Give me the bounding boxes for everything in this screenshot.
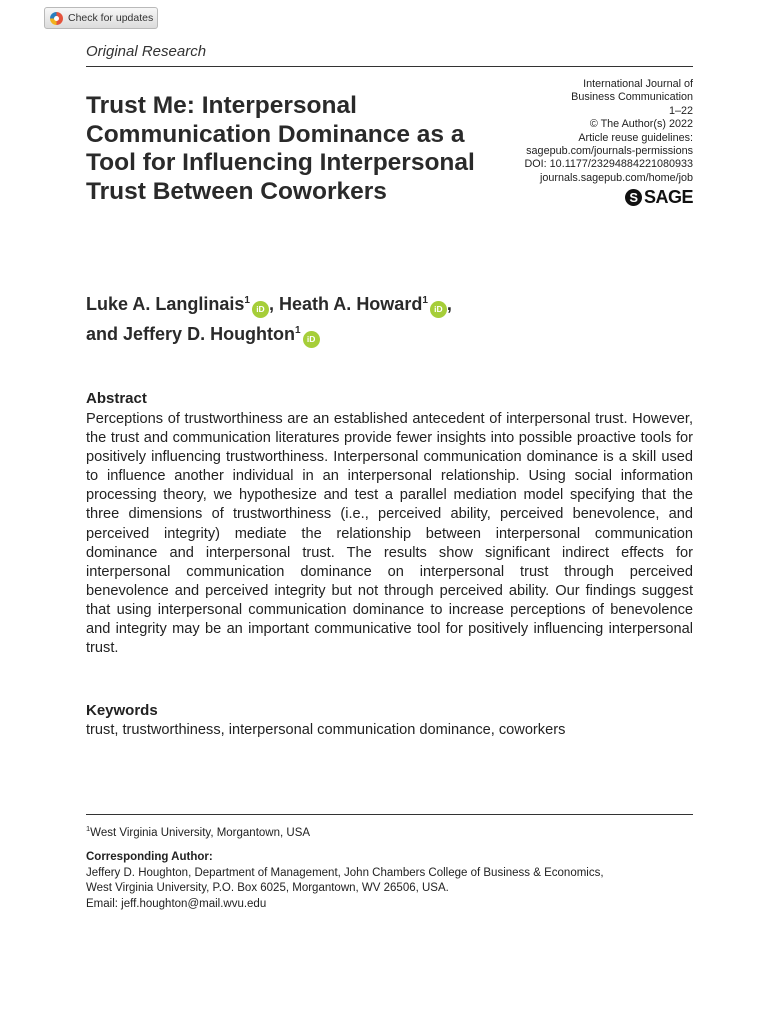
orcid-icon[interactable]: iD (303, 331, 320, 348)
author-list (86, 288, 566, 348)
author-3 (86, 324, 320, 344)
footnote-divider (86, 814, 693, 815)
author-1 (86, 294, 279, 314)
corresponding-email[interactable]: Email: jeff.houghton@mail.wvu.edu (86, 897, 267, 910)
corresponding-address-line: West Virginia University, P.O. Box 6025, Morgantown, WV 26506, USA. (86, 882, 449, 895)
orcid-icon[interactable]: iD (252, 301, 269, 318)
copyright: © The Author(s) 2022 (589, 118, 693, 131)
corresponding-author-line: Jeffery D. Houghton, Department of Management, John Chambers College of Business & Economics, (86, 866, 604, 879)
orcid-icon[interactable]: iD (430, 301, 447, 318)
check-for-updates-label: Check for updates (68, 12, 154, 24)
page-range: 1–22 (668, 104, 693, 117)
crossmark-icon (50, 12, 63, 25)
check-for-updates-button[interactable] (44, 7, 158, 29)
affiliation-marker: 1 (295, 325, 301, 336)
affiliation-marker: 1 (422, 295, 428, 306)
corresponding-author-heading: Corresponding Author: (86, 851, 213, 863)
article-title: Trust Me: Interpersonal Communication Dominance as a Tool for Influencing Interpersonal Trust Between Coworkers (86, 92, 475, 205)
reuse-label: Article reuse guidelines: (578, 131, 693, 144)
sage-logo (625, 187, 693, 207)
journal-name-line-2: Business Communication (571, 91, 693, 104)
affiliation-footnote (86, 824, 310, 839)
affiliation-text: West Virginia University, Morgantown, USA (90, 826, 311, 839)
permissions-link[interactable]: sagepub.com/journals-permissions (526, 145, 693, 158)
keywords-heading: Keywords (86, 702, 158, 719)
journal-info (524, 78, 693, 185)
sage-logo-text: SAGE (643, 186, 693, 207)
doi-link[interactable]: DOI: 10.1177/23294884221080933 (524, 158, 693, 171)
abstract-text: Perceptions of trustworthiness are an established antecedent of interpersonal trust. However, the trust and communication literatures provide fewer insights into possible proactive tools for positively influencing trustworthiness. Interpersonal communication dominance is a skill used to influence another individual in an interpersonal relationship. Using social information processing theory, we hypothesize and test a parallel mediation model specifying that the three dimensions of trustworthiness (i.e., perceived ability, perceived benevolence, and perceived integrity) mediate the relationship between interpersonal communication dominance and interpersonal trust. The results show significant indirect effects for interpersonal communication dominance on interpersonal trust through perceived benevolence and perceived integrity but not through perceived ability. Our findings suggest that using interpersonal communication dominance to increase perceptions of benevolence and integrity may be an important communicative tool for positively influencing interpersonal trust. (86, 411, 693, 657)
header-divider (86, 66, 693, 67)
author-name: Heath A. Howard (278, 294, 423, 314)
journal-home-link[interactable]: journals.sagepub.com/home/job (539, 171, 693, 184)
author-conjunction: and (86, 324, 119, 344)
corresponding-author (86, 850, 604, 912)
journal-name-line-1: International Journal of (583, 78, 693, 90)
sage-mark-icon: S (625, 189, 642, 206)
author-name: Jeffery D. Houghton (123, 324, 296, 344)
article-type: Original Research (86, 43, 207, 60)
author-name: Luke A. Langlinais (86, 294, 245, 314)
author-separator: , (446, 294, 452, 314)
abstract-heading: Abstract (86, 390, 147, 407)
affiliation-marker: 1 (244, 295, 250, 306)
author-2 (279, 294, 452, 314)
keywords-text: trust, trustworthiness, interpersonal communication dominance, coworkers (86, 722, 566, 738)
author-separator: , (268, 294, 274, 314)
affiliation-footnote-mark: 1 (86, 824, 91, 833)
